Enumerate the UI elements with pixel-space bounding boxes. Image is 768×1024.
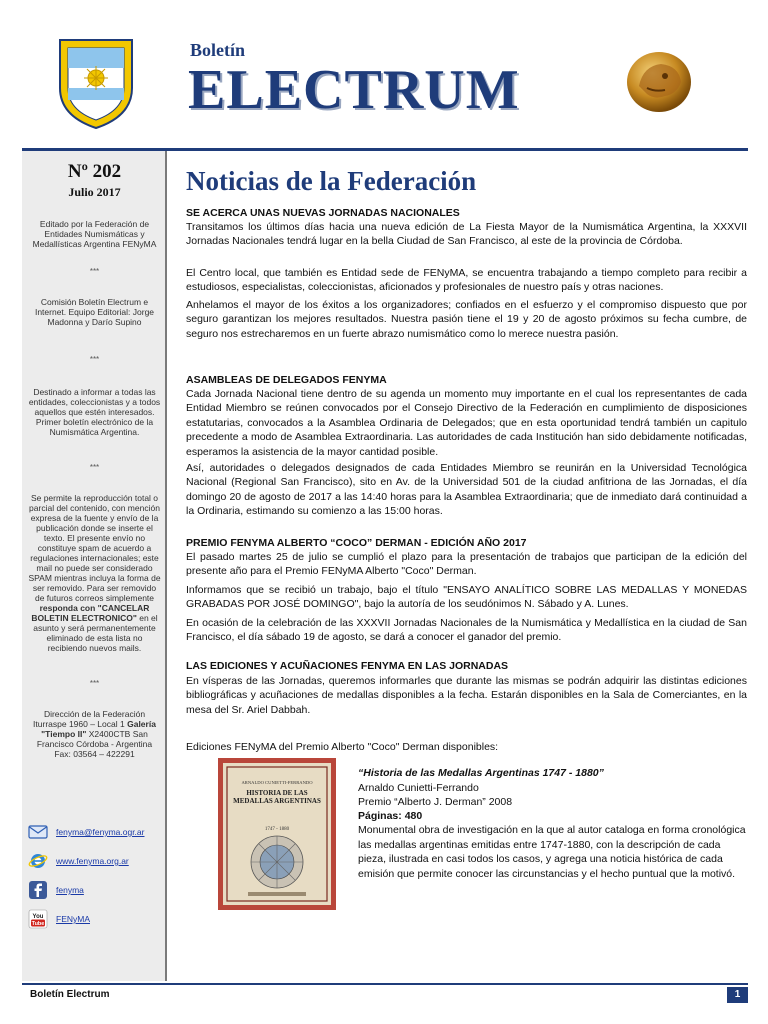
footer-rule	[22, 983, 748, 985]
book-pages	[358, 809, 422, 824]
commission-text: Comisión Boletín Electrum e Internet. Equipo Editorial: Jorge Madonna y Darío Supino	[34, 297, 155, 327]
article-paragraph: El Centro local, que también es Entidad sede de FENyMA, se encuentra trabajando a tiempo completo para recibir a estudiosos, especialistas, coleccionistas, aficionados y profesionales de nuestro país y otras naciones.	[186, 267, 747, 294]
contact-website[interactable]	[28, 850, 129, 872]
issue-number: Nº 202	[67, 161, 122, 182]
article-paragraph: El pasado martes 25 de julio se cumplió el plazo para la presentación de trabajos que participan de la edición del presente año para el Premio FENyMA Alberto "Coco" Derman.	[186, 551, 747, 578]
email-icon	[28, 822, 48, 842]
book-cover-author: ARNALDO CUNIETTI-FERRANDO	[241, 780, 313, 785]
website-link[interactable]: www.fenyma.org.ar	[56, 856, 129, 866]
article-title: PREMIO FENYMA ALBERTO “COCO” DERMAN - EDICIÓN AÑO 2017	[186, 537, 527, 549]
article-title: LAS EDICIONES Y ACUÑACIONES FENYMA EN LAS JORNADAS	[186, 660, 509, 672]
bulletin-title: ELECTRUM	[188, 59, 520, 121]
book-author: Arnaldo Cunietti-Ferrando	[358, 782, 479, 794]
book-cover-title: HISTORIA DE LAS MEDALLAS ARGENTINAS	[233, 789, 321, 805]
address-text	[22, 709, 167, 759]
article-paragraph: Anhelamos el mayor de los éxitos a los organizadores; confiados en el esfuerzo y el compromiso dispuesto que por seguro garantizan los mejores resultados. Nuestra pasión tiene el 19 y 20 de agosto próximos su fecha cumbre, de seguro nos estrecharemos en un fuerte abrazo numismático como lo merece nuestra pasión.	[186, 299, 747, 340]
book-pages-value: 480	[404, 810, 423, 822]
youtube-link[interactable]: FENyMA	[56, 914, 90, 924]
reproduction-text-2: El presente envío no constituye spam de acuerdo a regulaciones internacionales; este mail no puede ser considerado SPAM mientras incluya la forma de ser removido. Para ser removido de futuros correos simplemente	[28, 533, 161, 603]
bulletin-subtitle: Boletín	[190, 40, 246, 60]
editions-intro: Ediciones FENyMA del Premio Alberto "Coco" Derman disponibles:	[186, 741, 499, 753]
book-cover-image	[218, 758, 336, 910]
article-paragraph: En vísperas de las Jornadas, queremos informarles que durante las mismas se podrán adquirir las distintas ediciones bibliográficas y acuñaciones de medallas disponibles a la fecha. Estarán disponibles en la Sala de Comerciantes, en la mesa del Sr. Ariel Dabbah.	[186, 675, 747, 716]
facebook-icon	[28, 880, 48, 900]
youtube-icon	[28, 909, 48, 929]
contact-email[interactable]	[28, 821, 144, 843]
contact-youtube[interactable]	[28, 908, 90, 930]
reproduction-text-3: en el asunto y será permanentemente eliminado de esta lista no recibiendo nuevos mails.	[33, 613, 158, 653]
article-paragraph: En ocasión de la celebración de las XXXVII Jornadas Nacionales de la Numismática y Medallística en la ciudad de San Francisco, el día sábado 19 de agosto, se dará a conocer el ganador del premio.	[186, 617, 747, 644]
book-prize: Premio “Alberto J. Derman” 2008	[358, 796, 513, 808]
book-description: Monumental obra de investigación en la que al autor cataloga en forma cronológica las medallas argentinas emitidas entre 1747-1880, con la descripción de cada pieza, ilustrada en casi todos los casos, y agrega una noticia histórica de cada emisión que permite conocer las circunstancias y el hecho puntual que la motivó.	[358, 824, 746, 880]
issue-date: Julio 2017	[68, 185, 121, 199]
federation-emblem-logo	[56, 36, 136, 132]
separator: ***	[89, 679, 100, 688]
address-gallery: Galería "Tiempo II"	[41, 719, 156, 739]
svg-text:You: You	[32, 914, 44, 920]
book-cover-years: 1747 - 1880	[264, 827, 290, 832]
article-paragraph: Así, autoridades o delegados designados de cada Entidades Miembro se reunirán en la Universidad Tecnológica Nacional (Regional San Francisco), sito en Av. de la Universidad 501 de la ciudad anfitriona de las Jornadas, el día domingo 20 de agosto de 2017 a las 14:40 horas para la Asamblea Extraordinaria; que de inmediato dará continuidad a la Ordinaria, estimando su comienzo a las 15:00 horas.	[186, 462, 747, 518]
reproduction-text	[22, 493, 167, 653]
separator: ***	[89, 355, 100, 364]
address-line-1: Dirección de la Federación Iturraspe 1960 – Local 1	[33, 709, 146, 729]
email-link[interactable]: fenyma@fenyma.ogr.ar	[56, 827, 145, 837]
separator: ***	[89, 463, 100, 472]
book-pages-label: Páginas:	[358, 810, 402, 822]
sidebar	[22, 151, 167, 981]
page-number: 1	[727, 987, 748, 1003]
electrum-coin-image	[625, 48, 693, 116]
svg-text:Tube: Tube	[31, 921, 45, 927]
article-title: SE ACERCA UNAS NUEVAS JORNADAS NACIONALES	[186, 207, 460, 219]
article-paragraph: Transitamos los últimos días hacia una nueva edición de La Fiesta Mayor de la Numismática Argentina, la XXXVII Jornadas Nacionales tendrá lugar en la bella Ciudad de San Francisco, al este de la provincia de Córdoba.	[186, 221, 747, 248]
section-heading: Noticias de la Federación	[186, 166, 477, 196]
book-title: “Historia de las Medallas Argentinas 1747 - 1880”	[358, 767, 604, 779]
address-line-2: X2400CTB San Francisco Córdoba - Argentina Fax: 03564 – 422291	[36, 729, 153, 759]
internet-explorer-icon	[28, 851, 48, 871]
article-paragraph: Informamos que se recibió un trabajo, bajo el título "ENSAYO ANALÍTICO SOBRE LAS MEDALLAS Y MONEDAS GRABADAS POR JOSÉ DOMINGO", bajo la autoría de los seudónimos N. Sábado y A. Lunes.	[186, 584, 747, 611]
purpose-text: Destinado a informar a todas las entidades, coleccionistas y a todos aquellos que estén interesados. Primer boletín electrónico de la Numismática Argentina.	[28, 387, 161, 437]
reproduction-cancel-instruction: responda con "CANCELAR BOLETIN ELECTRONICO"	[31, 603, 150, 623]
separator: ***	[89, 267, 100, 276]
facebook-link[interactable]: fenyma	[56, 885, 84, 895]
footer-label: Boletín Electrum	[30, 989, 110, 1000]
contact-facebook[interactable]	[28, 879, 84, 901]
edited-by-text: Editado por la Federación de Entidades Numismáticas y Medallísticas Argentina FENyMA	[32, 219, 157, 249]
reproduction-text-1: Se permite la reproducción total o parcial del contenido, con mención expresa de la fuente y envío de la publicación donde se inserte el texto.	[29, 493, 160, 543]
article-title: ASAMBLEAS DE DELEGADOS FENYMA	[186, 374, 387, 386]
article-paragraph: Cada Jornada Nacional tiene dentro de su agenda un momento muy importante en el cual los representantes de cada Entidad Miembro se reúnen convocados por el Consejo Directivo de la Federación en cumplimiento de disposiciones estatutarias, convocados a la Asamblea Ordinaria de Delegados; que en esta oportunidad tendrá también un capitulo precedente a modo de Asamblea Extraordinaria. Las autoridades de cada Institución han sido debidamente notificadas, esperamos la asistencia de la mayor cantidad posible.	[186, 388, 747, 458]
